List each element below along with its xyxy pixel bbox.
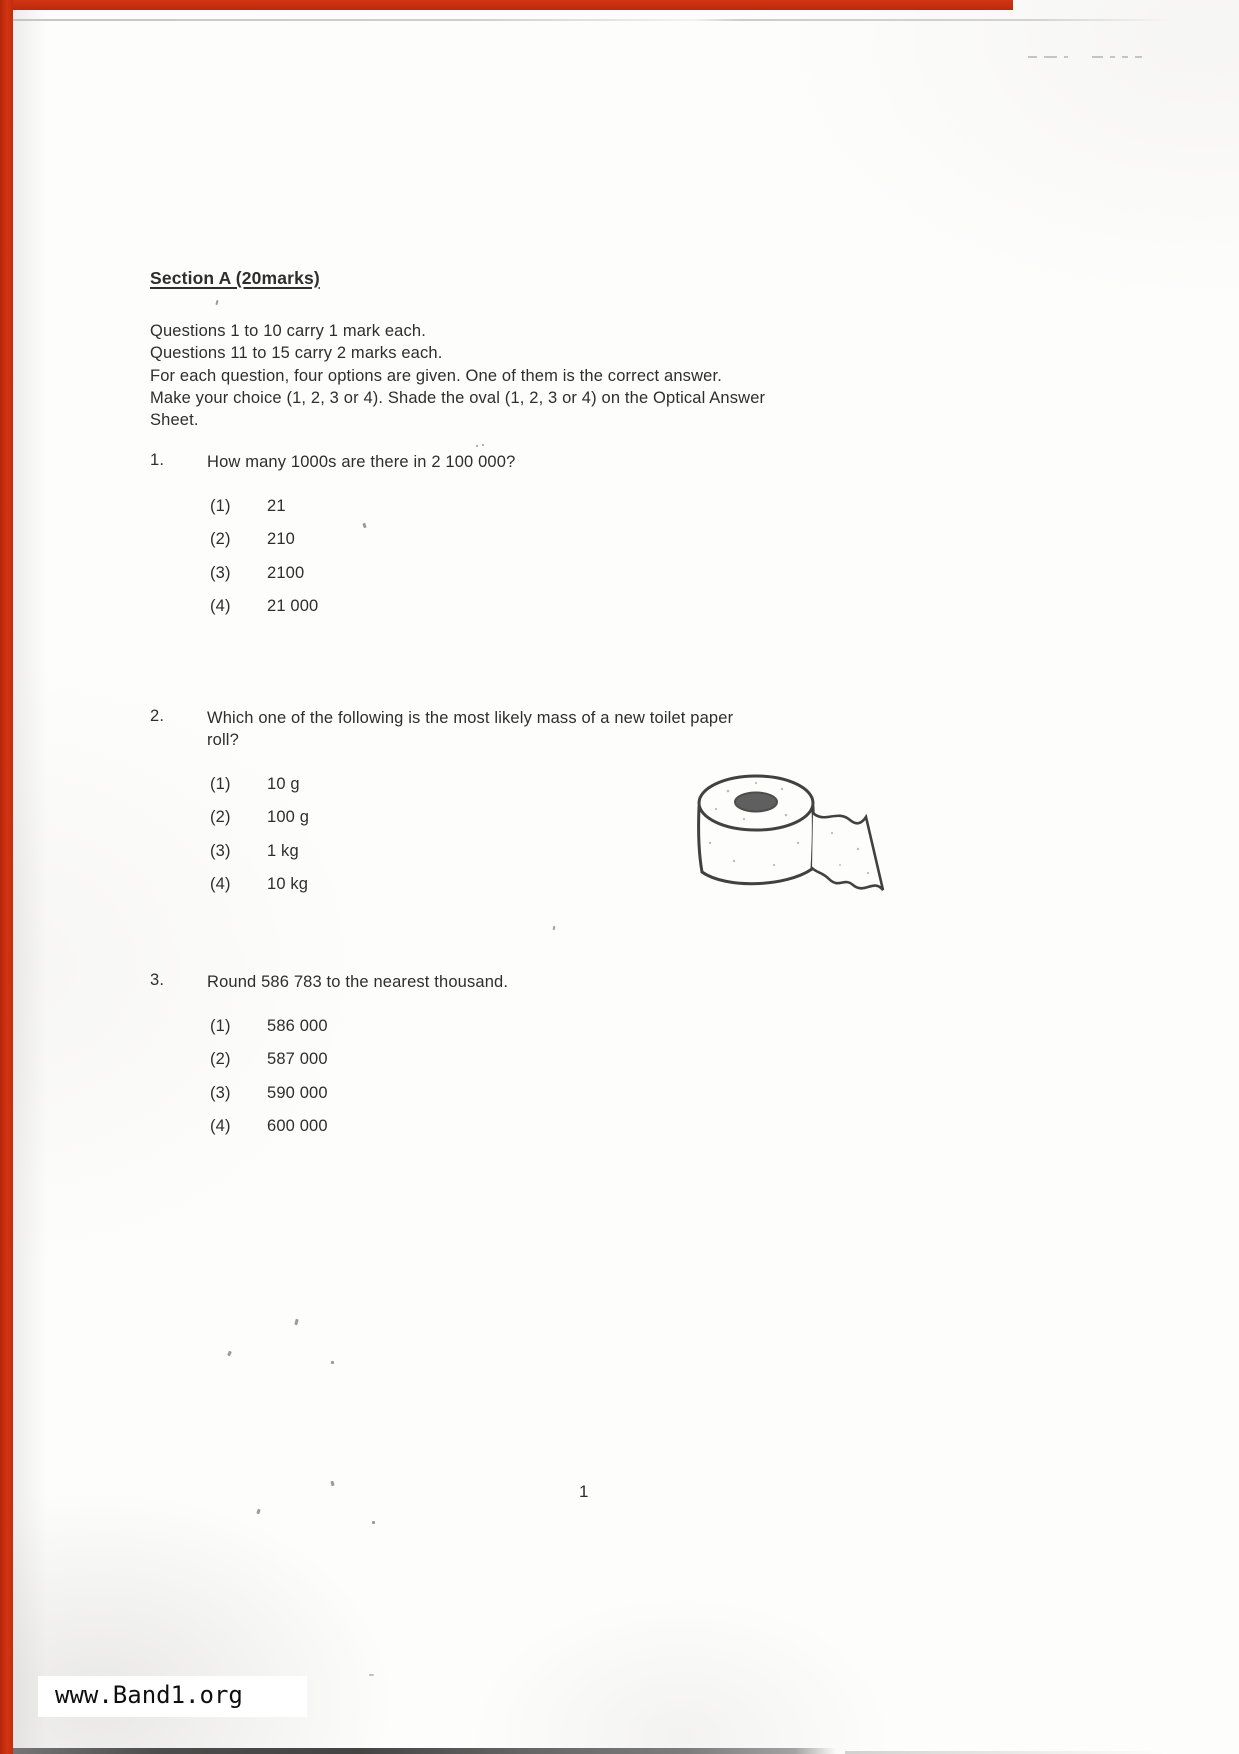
option-value: 1 kg xyxy=(267,841,299,860)
option-value: 587 000 xyxy=(267,1050,328,1069)
section-instructions xyxy=(150,320,930,431)
scan-speck xyxy=(482,444,484,446)
bottom-scan-edge xyxy=(8,1748,836,1754)
option-label: (2) xyxy=(210,1050,231,1069)
instruction-line: Make your choice (1, 2, 3 or 4). Shade the oval (1, 2, 3 or 4) on the Optical Answer xyxy=(150,388,766,407)
option-value: 10 g xyxy=(267,775,300,793)
option-label: (3) xyxy=(210,841,231,860)
question-text-line: Which one of the following is the most likely mass of a new toilet paper xyxy=(207,709,734,727)
question-number: 2. xyxy=(150,707,165,725)
option-label: (2) xyxy=(210,808,231,827)
red-scan-border-top xyxy=(0,0,1013,10)
scan-speck xyxy=(369,1674,374,1676)
page-number: 1 xyxy=(579,1482,589,1501)
question-text: Round 586 783 to the nearest thousand. xyxy=(207,973,509,991)
q3-option-1 xyxy=(210,1017,970,1050)
option-value: 586 000 xyxy=(267,1017,328,1035)
option-label: (1) xyxy=(210,775,231,793)
option-value: 21 xyxy=(267,497,286,515)
question-1-options xyxy=(210,497,970,631)
question-number: 3. xyxy=(150,971,165,989)
option-value: 100 g xyxy=(267,808,310,827)
instruction-line: Sheet. xyxy=(150,411,199,430)
option-label: (4) xyxy=(210,1117,231,1136)
toilet-paper-roll-figure xyxy=(686,769,894,936)
option-value: 590 000 xyxy=(267,1083,328,1102)
option-value: 21 000 xyxy=(267,597,319,616)
option-value: 600 000 xyxy=(267,1117,328,1136)
q3-option-3 xyxy=(210,1084,970,1117)
question-3 xyxy=(150,971,970,1151)
q1-option-1 xyxy=(210,497,970,530)
q3-option-2 xyxy=(210,1050,970,1083)
q1-option-2 xyxy=(210,530,970,563)
option-label: (2) xyxy=(210,530,231,549)
option-label: (1) xyxy=(210,497,231,515)
q1-option-3 xyxy=(210,564,970,597)
option-value: 10 kg xyxy=(267,875,309,894)
option-label: (3) xyxy=(210,563,231,582)
question-text-line: roll? xyxy=(207,731,239,749)
question-text: How many 1000s are there in 2 100 000? xyxy=(207,453,516,471)
watermark: www.Band1.org xyxy=(38,1676,307,1717)
option-value: 210 xyxy=(267,530,295,549)
q1-option-4 xyxy=(210,597,970,630)
scan-speck xyxy=(331,1361,334,1364)
scan-speck xyxy=(372,1521,375,1524)
toilet-paper-roll-icon xyxy=(686,769,894,931)
scan-speck xyxy=(476,445,478,447)
option-label: (4) xyxy=(210,875,231,894)
question-number: 1. xyxy=(150,451,165,469)
question-3-options xyxy=(210,1017,970,1151)
instruction-line: For each question, four options are given. One of them is the correct answer. xyxy=(150,366,722,385)
q3-option-4 xyxy=(210,1117,970,1150)
option-label: (4) xyxy=(210,597,231,616)
instruction-line: Questions 11 to 15 carry 2 marks each. xyxy=(150,344,443,363)
option-label: (1) xyxy=(210,1017,231,1035)
red-scan-border-left xyxy=(0,0,13,1754)
option-label: (3) xyxy=(210,1083,231,1102)
section-heading: Section A (20marks) xyxy=(150,268,320,288)
question-1 xyxy=(150,451,970,631)
option-value: 2100 xyxy=(267,563,305,582)
instruction-line: Questions 1 to 10 carry 1 mark each. xyxy=(150,322,426,340)
